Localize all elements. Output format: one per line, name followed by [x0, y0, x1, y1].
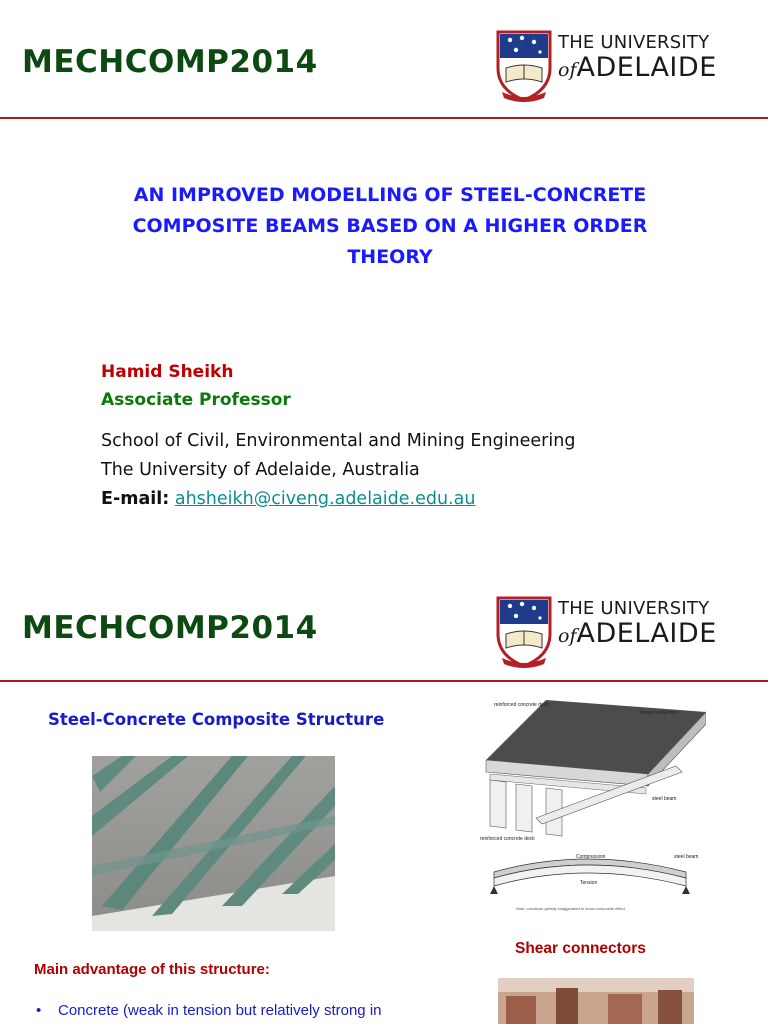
- label-steel-beam-bottom: steel beam: [674, 854, 699, 860]
- email-link[interactable]: ahsheikh@civeng.adelaide.edu.au: [174, 489, 476, 509]
- university-name: The University of Adelaide, Australia: [101, 460, 420, 480]
- diagram-note: Note: curvature greatly exaggerated to show composite effect: [516, 906, 625, 911]
- email-label: E-mail:: [101, 489, 170, 509]
- bullet-icon: •: [36, 1002, 42, 1019]
- logo-university-line: THE UNIVERSITY: [558, 598, 710, 619]
- title-line: COMPOSITE BEAMS BASED ON A HIGHER ORDER: [132, 215, 648, 237]
- logo-name-line: [558, 618, 717, 649]
- title-line: AN IMPROVED MODELLING OF STEEL-CONCRETE: [133, 184, 647, 206]
- header-divider: [0, 680, 768, 682]
- label-steel-beam: steel beam: [652, 796, 677, 802]
- bullet-text: Concrete (weak in tension but relatively strong in: [58, 1002, 382, 1019]
- conference-title: MECHCOMP2014: [22, 610, 318, 646]
- university-crest-icon: [494, 28, 554, 104]
- university-logo: [494, 594, 734, 672]
- label-shear-connectors: shear connectors: [640, 710, 679, 716]
- label-deck-bottom: reinforced concrete deck: [480, 836, 535, 842]
- composite-beam-diagram: [476, 700, 706, 932]
- title-line: THEORY: [347, 246, 433, 268]
- header-divider: [0, 117, 768, 119]
- logo-of: of: [558, 625, 577, 647]
- advantage-heading: Main advantage of this structure:: [34, 961, 270, 978]
- paper-title: [80, 180, 700, 273]
- logo-of: of: [558, 59, 577, 81]
- logo-adelaide: ADELAIDE: [576, 618, 717, 649]
- shear-connectors-photo: [498, 978, 694, 1024]
- content-slide: [0, 562, 768, 1024]
- bullet-item: [36, 1002, 382, 1019]
- university-crest-icon: [494, 594, 554, 670]
- bridge-underside-photo: [92, 756, 335, 931]
- logo-name-line: [558, 52, 717, 83]
- author-name: Hamid Sheikh: [101, 362, 234, 382]
- label-deck-top: reinforced concrete deck: [494, 702, 549, 708]
- logo-university-line: THE UNIVERSITY: [558, 32, 710, 53]
- author-role: Associate Professor: [101, 390, 291, 410]
- school-name: School of Civil, Environmental and Mining Engineering: [101, 431, 576, 451]
- university-logo: [494, 28, 734, 106]
- email-line: [101, 489, 475, 509]
- conference-title: MECHCOMP2014: [22, 44, 318, 80]
- label-compression: Compression: [576, 854, 606, 860]
- section-heading: Steel-Concrete Composite Structure: [48, 710, 385, 729]
- label-tension: Tension: [580, 880, 598, 886]
- logo-adelaide: ADELAIDE: [576, 52, 717, 83]
- shear-connectors-caption: Shear connectors: [515, 940, 646, 957]
